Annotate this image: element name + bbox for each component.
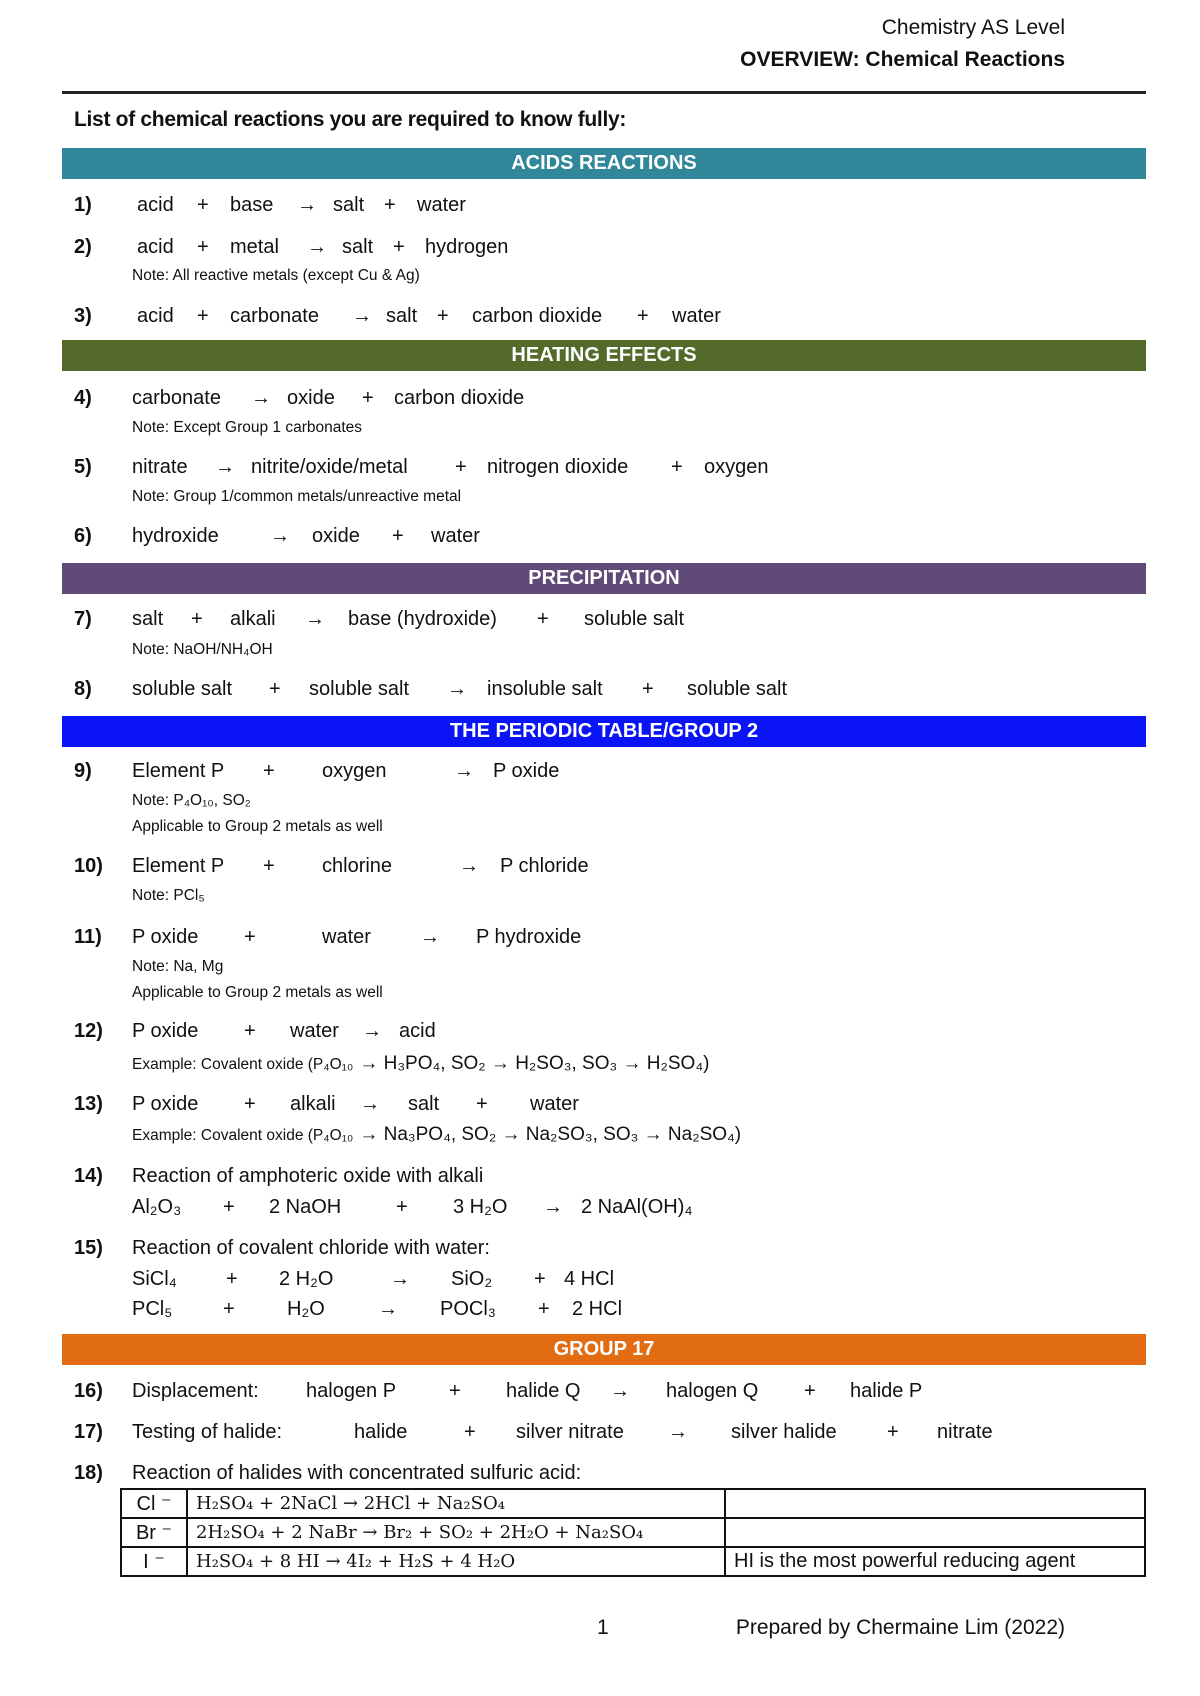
header-rule [62, 91, 1146, 94]
reaction-example [132, 1124, 741, 1146]
reaction-term: soluble salt [584, 608, 685, 630]
reaction-term: + [476, 1093, 488, 1115]
reaction-term: + [197, 305, 209, 327]
reaction-term: + [392, 525, 404, 547]
reaction-term: → [362, 1020, 382, 1042]
section-bar-precipitation: PRECIPITATION [62, 563, 1146, 594]
reaction-term: carbon dioxide [472, 305, 603, 327]
reaction-term: hydrogen [425, 236, 509, 258]
reaction-term: → [454, 760, 474, 782]
reaction-term: carbonate [132, 387, 221, 409]
reaction-term: salt [386, 305, 418, 327]
reaction-number: 17) [74, 1421, 103, 1443]
reaction-term: + [437, 305, 449, 327]
reaction-number: 1) [74, 194, 92, 216]
halide-table [120, 1488, 1146, 1577]
reaction-term: nitrate [132, 456, 188, 478]
halide-ion: Br ⁻ [121, 1518, 187, 1547]
example-lead: Example: Covalent oxide (P₄O₁₀ [132, 1127, 354, 1144]
page-number: 1 [597, 1616, 609, 1639]
halide-note [725, 1518, 1145, 1547]
reaction-term: water [431, 525, 480, 547]
section-bar-periodic-table: THE PERIODIC TABLE/GROUP 2 [62, 716, 1146, 747]
reaction-term: → [390, 1268, 410, 1290]
reaction-term: soluble salt [132, 678, 233, 700]
reaction-term: → [305, 608, 325, 630]
reaction-term: halogen Q [666, 1380, 759, 1402]
reaction-term: silver halide [731, 1421, 837, 1443]
reaction-term: Displacement: [132, 1380, 259, 1402]
reaction-term: + [537, 608, 549, 630]
reaction-term: Al₂O₃ [132, 1196, 182, 1218]
reaction-term: P oxide [132, 1020, 199, 1042]
reaction-term: acid [399, 1020, 436, 1042]
reaction-note: Note: Group 1/common metals/unreactive metal [132, 488, 462, 505]
reaction-term: nitrogen dioxide [487, 456, 629, 478]
reaction-term: PCl₅ [132, 1298, 173, 1320]
reaction-term: → [307, 236, 327, 258]
reaction-term: + [269, 678, 281, 700]
reaction-term: SiCl₄ [132, 1268, 177, 1290]
reaction-term: → [352, 305, 372, 327]
reaction-term: → [251, 387, 271, 409]
reaction-term: salt [342, 236, 374, 258]
reaction-term: Element P [132, 855, 225, 877]
reaction-term: halide P [850, 1380, 923, 1402]
halide-equation: 2H₂SO₄ + 2 NaBr → Br₂ + SO₂ + 2H₂O + Na₂SO₄ [187, 1518, 725, 1547]
reaction-note: Applicable to Group 2 metals as well [132, 984, 383, 1001]
reaction-title: Reaction of halides with concentrated sulfuric acid: [132, 1462, 582, 1484]
reaction-term: → [447, 678, 467, 700]
reaction-term: salt [333, 194, 365, 216]
reaction-term: + [396, 1196, 408, 1218]
reaction-note: Note: All reactive metals (except Cu & Ag) [132, 267, 420, 284]
reaction-title: Reaction of amphoteric oxide with alkali [132, 1165, 484, 1187]
reaction-term: chlorine [322, 855, 393, 877]
author-credit: Prepared by Chermaine Lim (2022) [735, 1616, 1065, 1639]
reaction-term: P oxide [132, 1093, 199, 1115]
reaction-term: oxygen [704, 456, 769, 478]
reaction-term: → [610, 1380, 630, 1402]
reaction-number: 14) [74, 1165, 103, 1187]
reaction-term: + [642, 678, 654, 700]
reaction-term: water [322, 926, 371, 948]
reaction-term: oxygen [322, 760, 387, 782]
reaction-term: carbon dioxide [394, 387, 525, 409]
reaction-term: base (hydroxide) [348, 608, 497, 630]
reaction-term: water [672, 305, 721, 327]
reaction-term: + [887, 1421, 899, 1443]
reaction-number: 12) [74, 1020, 103, 1042]
reaction-term: water [417, 194, 466, 216]
reaction-term: 2 HCl [572, 1298, 623, 1320]
table-row [121, 1518, 1145, 1547]
reaction-note: Note: P₄O₁₀, SO₂ [132, 792, 251, 809]
reaction-term: metal [230, 236, 279, 258]
reaction-term: + [197, 236, 209, 258]
reaction-term: halide Q [506, 1380, 581, 1402]
table-row [121, 1489, 1145, 1518]
reaction-term: + [637, 305, 649, 327]
header-title: OVERVIEW: Chemical Reactions [740, 48, 1065, 71]
reaction-term: P oxide [132, 926, 199, 948]
reaction-term: POCl₃ [440, 1298, 496, 1320]
reaction-term: Testing of halide: [132, 1421, 283, 1443]
halide-equation: H₂SO₄ + 8 HI → 4I₂ + H₂S + 4 H₂O [187, 1547, 725, 1576]
reaction-term: + [223, 1196, 235, 1218]
reaction-term: → [378, 1298, 398, 1320]
reaction-term: halogen P [306, 1380, 397, 1402]
reaction-number: 10) [74, 855, 103, 877]
reaction-term: hydroxide [132, 525, 219, 547]
reaction-term: H₂O [287, 1298, 325, 1320]
reaction-term: base [230, 194, 274, 216]
reaction-term: + [263, 855, 275, 877]
reaction-number: 8) [74, 678, 92, 700]
reaction-term: → [543, 1196, 563, 1218]
reaction-term: Element P [132, 760, 225, 782]
reaction-term: + [263, 760, 275, 782]
section-bar-heating: HEATING EFFECTS [62, 340, 1146, 371]
reaction-term: → [420, 926, 440, 948]
reaction-term: + [244, 926, 256, 948]
example-lead: Example: Covalent oxide (P₄O₁₀ [132, 1056, 354, 1073]
reaction-term: + [226, 1268, 238, 1290]
reaction-term: P chloride [500, 855, 589, 877]
halide-ion: I ⁻ [121, 1547, 187, 1576]
reaction-term: salt [132, 608, 164, 630]
reaction-term: insoluble salt [487, 678, 603, 700]
reaction-term: 2 NaOH [269, 1196, 342, 1218]
reaction-note: Note: Except Group 1 carbonates [132, 419, 363, 436]
section-bar-group-17: GROUP 17 [62, 1334, 1146, 1365]
reaction-term: nitrate [937, 1421, 993, 1443]
reaction-term: → [297, 194, 317, 216]
halide-ion: Cl ⁻ [121, 1489, 187, 1518]
reaction-term: → [270, 525, 290, 547]
reaction-term: + [534, 1268, 546, 1290]
reaction-term: water [530, 1093, 579, 1115]
halide-equation: H₂SO₄ + 2NaCl → 2HCl + Na₂SO₄ [187, 1489, 725, 1518]
reaction-term: 2 H₂O [279, 1268, 334, 1290]
reaction-term: + [191, 608, 203, 630]
reaction-term: soluble salt [309, 678, 410, 700]
reaction-number: 4) [74, 387, 92, 409]
intro-heading: List of chemical reactions you are required to know fully: [74, 108, 627, 131]
reaction-term: nitrite/oxide/metal [251, 456, 408, 478]
reaction-term: + [223, 1298, 235, 1320]
reaction-term: alkali [230, 608, 276, 630]
reaction-title: Reaction of covalent chloride with water: [132, 1237, 490, 1259]
reaction-example [132, 1053, 709, 1075]
example-products: → Na₃PO₄, SO₂ → Na₂SO₃, SO₃ → Na₂SO₄) [359, 1124, 742, 1145]
reaction-number: 5) [74, 456, 92, 478]
reaction-number: 18) [74, 1462, 103, 1484]
reaction-term: P hydroxide [476, 926, 582, 948]
reaction-term: alkali [290, 1093, 336, 1115]
reaction-term: + [384, 194, 396, 216]
reaction-term: water [290, 1020, 339, 1042]
reaction-term: acid [137, 305, 174, 327]
reaction-term: + [464, 1421, 476, 1443]
reaction-term: oxide [287, 387, 335, 409]
reaction-note: Note: PCl₅ [132, 887, 205, 904]
reaction-term: acid [137, 194, 174, 216]
reaction-number: 9) [74, 760, 92, 782]
reaction-number: 15) [74, 1237, 103, 1259]
reaction-number: 6) [74, 525, 92, 547]
reaction-number: 11) [74, 926, 102, 948]
reaction-term: halide [354, 1421, 408, 1443]
reaction-term: + [671, 456, 683, 478]
reaction-term: + [362, 387, 374, 409]
halide-note: HI is the most powerful reducing agent [725, 1547, 1145, 1576]
halide-note [725, 1489, 1145, 1518]
reaction-term: 4 HCl [564, 1268, 615, 1290]
reaction-term: + [538, 1298, 550, 1320]
reaction-term: → [360, 1093, 380, 1115]
reaction-term: + [393, 236, 405, 258]
reaction-term: silver nitrate [516, 1421, 624, 1443]
reaction-note: Applicable to Group 2 metals as well [132, 818, 383, 835]
reaction-term: oxide [312, 525, 360, 547]
reaction-number: 16) [74, 1380, 103, 1402]
reaction-number: 2) [74, 236, 92, 258]
reaction-term: + [449, 1380, 461, 1402]
reaction-term: + [804, 1380, 816, 1402]
reaction-term: + [455, 456, 467, 478]
reaction-term: + [244, 1020, 256, 1042]
reaction-number: 3) [74, 305, 92, 327]
reaction-term: + [244, 1093, 256, 1115]
reaction-note: Note: Na, Mg [132, 958, 224, 975]
section-bar-acids: ACIDS REACTIONS [62, 148, 1146, 179]
example-products: → H₃PO₄, SO₂ → H₂SO₃, SO₃ → H₂SO₄) [359, 1053, 710, 1074]
reaction-term: 2 NaAl(OH)₄ [581, 1196, 693, 1218]
reaction-term: P oxide [493, 760, 560, 782]
reaction-term: → [215, 456, 235, 478]
reaction-term: → [459, 855, 479, 877]
header-subject: Chemistry AS Level [881, 16, 1065, 39]
reaction-term: → [668, 1421, 688, 1443]
reaction-term: + [197, 194, 209, 216]
reaction-term: carbonate [230, 305, 319, 327]
reaction-term: salt [408, 1093, 440, 1115]
reaction-number: 7) [74, 608, 92, 630]
reaction-note: Note: NaOH/NH₄OH [132, 641, 273, 658]
reaction-term: SiO₂ [451, 1268, 493, 1290]
reaction-term: soluble salt [687, 678, 788, 700]
table-row [121, 1547, 1145, 1576]
reaction-term: 3 H₂O [453, 1196, 508, 1218]
reaction-number: 13) [74, 1093, 103, 1115]
reaction-term: acid [137, 236, 174, 258]
